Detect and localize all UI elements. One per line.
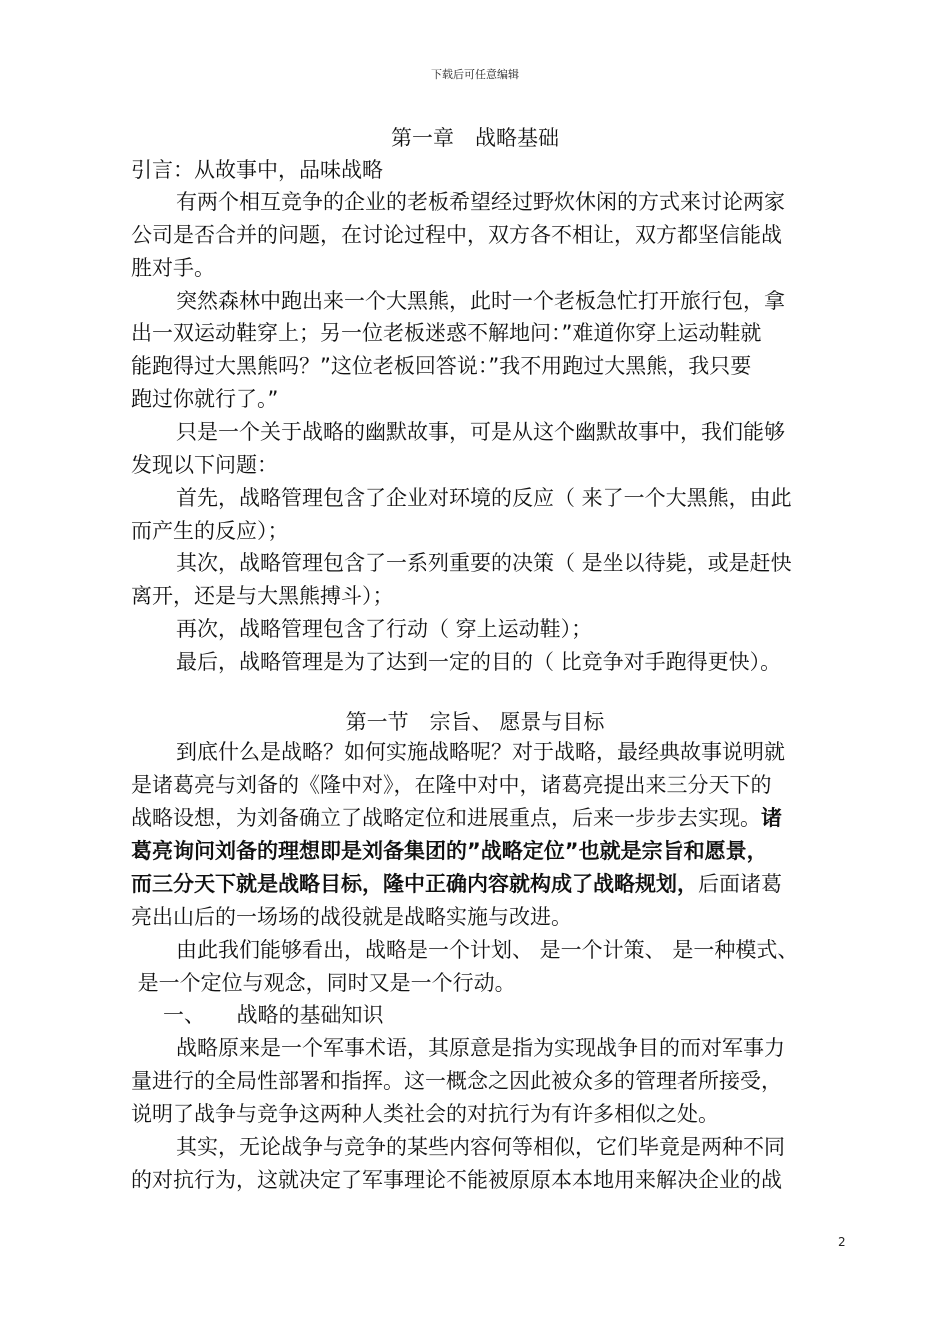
bold-text: 诸 (761, 806, 782, 830)
paragraph-line: 是一个定位与观念，同时又是一个行动。 (131, 971, 516, 995)
paragraph-line: 再次，战略管理包含了行动（ 穿上运动鞋）； (176, 617, 593, 641)
intro-heading: 引言：从故事中，品味战略 (131, 158, 383, 182)
paragraph-line: 突然森林中跑出来一个大黑熊，此时一个老板急忙打开旅行包，拿 (176, 289, 785, 313)
paragraph-line: 说明了战争与竞争这两种人类社会的对抗行为有许多相似之处。 (131, 1102, 719, 1126)
paragraph-line: 最后，战略管理是为了达到一定的目的（ 比竞争对手跑得更快）。 (176, 650, 782, 674)
paragraph-line: 是诸葛亮与刘备的《隆中对》，在隆中对中，诸葛亮提出来三分天下的 (131, 773, 772, 797)
paragraph-line: 的对抗行为，这就决定了军事理论不能被原原本本地用来解决企业的战 (131, 1168, 782, 1192)
paragraph-line: 到底什么是战略？如何实施战略呢？对于战略，最经典故事说明就 (176, 740, 785, 764)
paragraph-line: 跑过你就行了。” (131, 387, 279, 411)
plain-text: 战略设想，为刘备确立了战略定位和进展重点，后来一步步去实现。 (131, 806, 761, 830)
paragraph-line: 战略原来是一个军事术语，其原意是指为实现战争目的而对军事力 (176, 1036, 785, 1060)
section-title: 第一节 宗旨、 愿景与目标 (345, 710, 605, 734)
paragraph-line (131, 805, 782, 831)
paragraph-line (131, 838, 768, 864)
paragraph-line: 胜对手。 (131, 256, 215, 280)
paragraph-line: 而产生的反应）； (131, 519, 289, 543)
page-number: 2 (838, 1235, 846, 1249)
paragraph-line: 发现以下问题： (131, 453, 278, 477)
paragraph-line: 只是一个关于战略的幽默故事，可是从这个幽默故事中，我们能够 (176, 420, 785, 444)
paragraph-line: 亮出山后的一场场的战役就是战略实施与改进。 (131, 905, 572, 929)
bold-text: 葛亮询问刘备的理想即是刘备集团的”战略定位”也就是宗旨和愿景， (131, 839, 768, 863)
paragraph-line: 离开，还是与大黑熊搏斗）； (131, 584, 394, 608)
subsection-heading: 一、 战略的基础知识 (163, 1003, 384, 1027)
paragraph-line: 其次，战略管理包含了一系列重要的决策（ 是坐以待毙，或是赶快 (176, 551, 792, 575)
paragraph-line: 有两个相互竞争的企业的老板希望经过野炊休闲的方式来讨论两家 (176, 190, 785, 214)
paragraph-line: 能跑得过大黑熊吗？”这位老板回答说：”我不用跑过大黑熊，我只要 (131, 354, 752, 378)
paragraph-line: 出一双运动鞋穿上；另一位老板迷惑不解地问：”难道你穿上运动鞋就 (131, 321, 762, 345)
paragraph-line: 公司是否合并的问题，在讨论过程中，双方各不相让，双方都坚信能战 (131, 223, 782, 247)
paragraph-line (131, 871, 782, 897)
paragraph-line: 由此我们能够看出，战略是一个计划、 是一个计策、 是一种模式、 (176, 938, 799, 962)
paragraph-line: 其实，无论战争与竞争的某些内容何等相似，它们毕竟是两种不同 (176, 1135, 785, 1159)
plain-text: 后面诸葛 (698, 872, 782, 896)
paragraph-line: 首先，战略管理包含了企业对环境的反应（ 来了一个大黑熊，由此 (176, 486, 792, 510)
chapter-title: 第一章 战略基础 (391, 126, 559, 150)
page-header: 下载后可任意编辑 (431, 68, 519, 81)
paragraph-line: 量进行的全局性部署和指挥。这一概念之因此被众多的管理者所接受， (131, 1069, 782, 1093)
bold-text: 而三分天下就是战略目标，隆中正确内容就构成了战略规划， (131, 872, 698, 896)
